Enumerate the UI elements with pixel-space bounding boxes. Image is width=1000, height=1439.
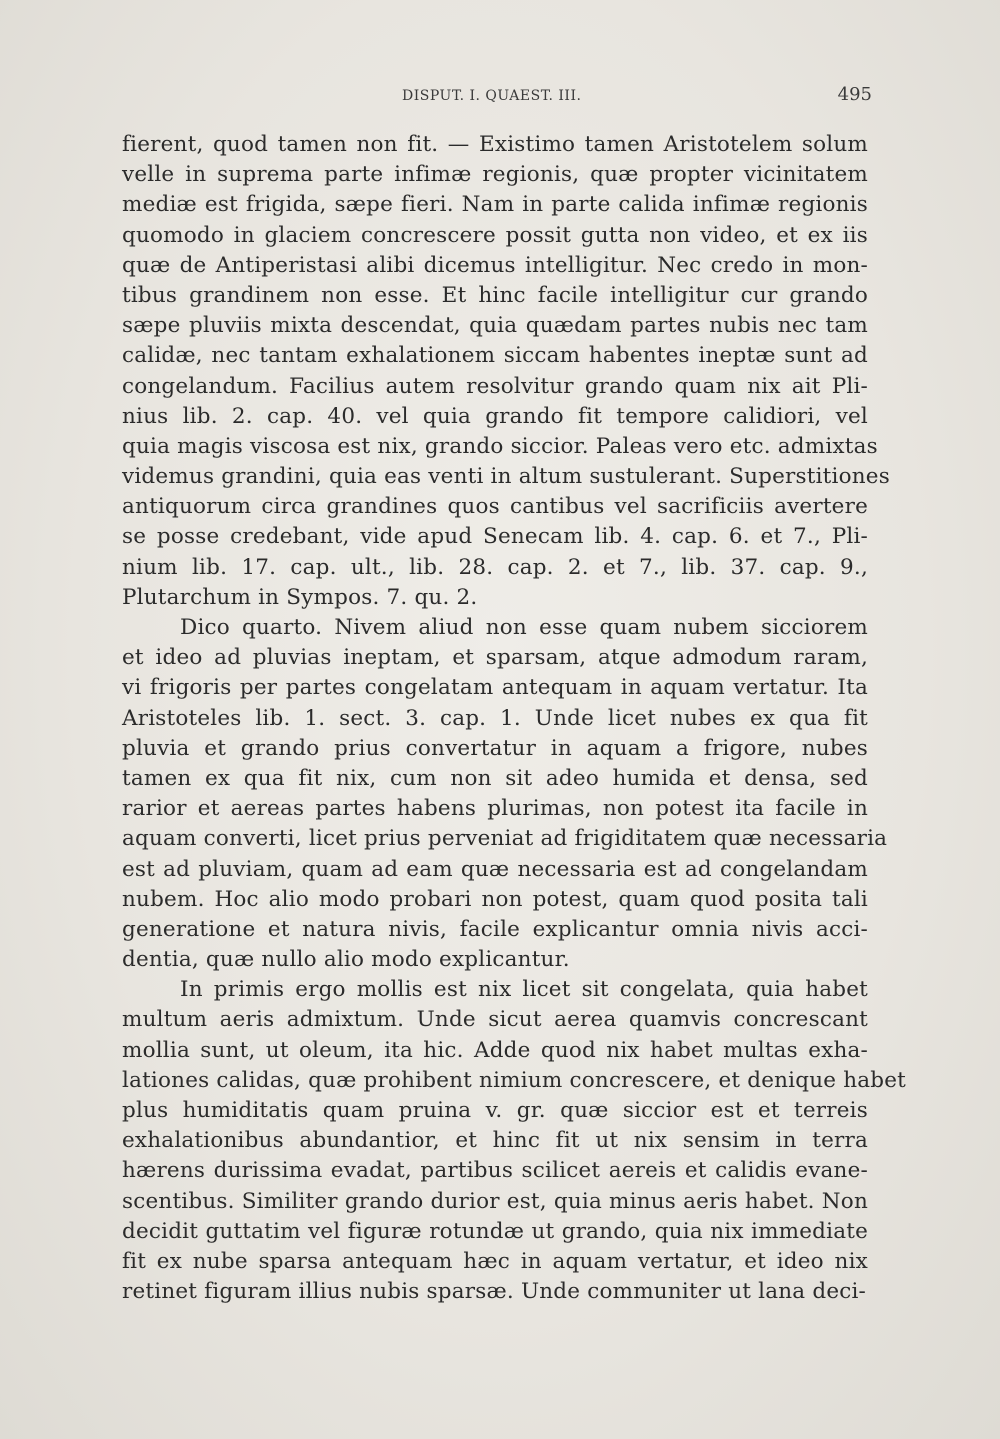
text-line: mediæ est frigida, sæpe fieri. Nam in parte calida infimæ regionis	[122, 192, 868, 218]
text-line: quia magis viscosa est nix, grando siccior. Paleas vero etc. admixtas	[122, 433, 878, 459]
text-line: In primis ergo mollis est nix licet sit congelata, quia habet	[180, 977, 868, 1003]
page-number: 495	[837, 84, 872, 105]
text-line: retinet figuram illius nubis sparsæ. Unde communiter ut lana deci-	[122, 1279, 867, 1305]
text-line: antiquorum circa grandines quos cantibus vel sacrificiis avertere	[122, 494, 868, 520]
text-line: fierent, quod tamen non fit. — Existimo tamen Aristotelem solum	[122, 132, 868, 157]
text-line: Dico quarto. Nivem aliud non esse quam nubem sicciorem	[180, 615, 868, 640]
paragraph	[122, 975, 907, 1307]
text-line: lationes calidas, quæ prohibent nimium concrescere, et denique habet	[122, 1067, 907, 1093]
text-line: Aristoteles lib. 1. sect. 3. cap. 1. Unde licet nubes ex qua fit	[122, 705, 868, 731]
text-line: Plutarchum in Sympos. 7. qu. 2.	[122, 584, 478, 610]
text-line: exhalationibus abundantior, et hinc fit ut nix sensim in terra	[122, 1128, 868, 1154]
text-line: quæ de Antiperistasi alibi dicemus intelligitur. Nec credo in mon-	[122, 252, 868, 278]
text-line: congelandum. Facilius autem resolvitur grando quam nix ait Pli-	[122, 373, 868, 399]
paragraph	[122, 613, 888, 975]
text-line: videmus grandini, quia eas venti in altum sustulerant. Superstitiones	[122, 464, 890, 490]
text-line: mollia sunt, ut oleum, ita hic. Adde quod nix habet multas exha-	[122, 1037, 868, 1063]
text-line: decidit guttatim vel figuræ rotundæ ut grando, quia nix immediate	[122, 1218, 868, 1244]
text-line: nius lib. 2. cap. 40. vel quia grando fit tempore calidiori, vel	[122, 403, 868, 429]
text-line: hærens durissima evadat, partibus scilicet aereis et calidis evane-	[122, 1158, 868, 1184]
text-line: velle in suprema parte infimæ regionis, quæ propter vicinitatem	[122, 162, 868, 188]
text-line: et ideo ad pluvias ineptam, et sparsam, atque admodum raram,	[122, 645, 868, 671]
body-text	[122, 130, 907, 1307]
text-line: tibus grandinem non esse. Et hinc facile intelligitur cur grando	[122, 282, 868, 308]
running-head	[124, 84, 878, 114]
text-line: calidæ, nec tantam exhalationem siccam habentes ineptæ sunt ad	[122, 343, 868, 369]
text-line: rarior et aereas partes habens plurimas, non potest ita facile in	[122, 796, 868, 822]
paragraph	[122, 130, 890, 613]
text-line: nubem. Hoc alio modo probari non potest, quam quod posita tali	[122, 886, 868, 912]
text-line: quomodo in glaciem concrescere possit gutta non video, et ex iis	[122, 222, 868, 248]
text-line: multum aeris admixtum. Unde sicut aerea quamvis concrescant	[122, 1007, 868, 1033]
running-title: DISPUT. I. QUAEST. III.	[402, 88, 582, 104]
text-line: pluvia et grando prius convertatur in aquam a frigore, nubes	[122, 735, 868, 761]
text-line: dentia, quæ nullo alio modo explicantur.	[122, 947, 570, 973]
text-line: scentibus. Similiter grando durior est, quia minus aeris habet. Non	[122, 1188, 868, 1214]
text-line: nium lib. 17. cap. ult., lib. 28. cap. 2. et 7., lib. 37. cap. 9.,	[122, 554, 868, 580]
text-line: fit ex nube sparsa antequam hæc in aquam vertatur, et ideo nix	[122, 1248, 868, 1274]
text-line: plus humiditatis quam pruina v. gr. quæ siccior est et terreis	[122, 1098, 868, 1123]
text-line: generatione et natura nivis, facile explicantur omnia nivis acci-	[122, 916, 868, 942]
text-line: se posse credebant, vide apud Senecam lib. 4. cap. 6. et 7., Pli-	[122, 524, 868, 550]
text-line: sæpe pluviis mixta descendat, quia quædam partes nubis nec tam	[122, 313, 868, 339]
text-line: vi frigoris per partes congelatam antequam in aquam vertatur. Ita	[122, 675, 868, 701]
text-line: est ad pluviam, quam ad eam quæ necessaria est ad congelandam	[122, 856, 868, 882]
text-line: aquam converti, licet prius perveniat ad frigiditatem quæ necessaria	[122, 826, 888, 852]
text-line: tamen ex qua fit nix, cum non sit adeo humida et densa, sed	[122, 765, 868, 791]
